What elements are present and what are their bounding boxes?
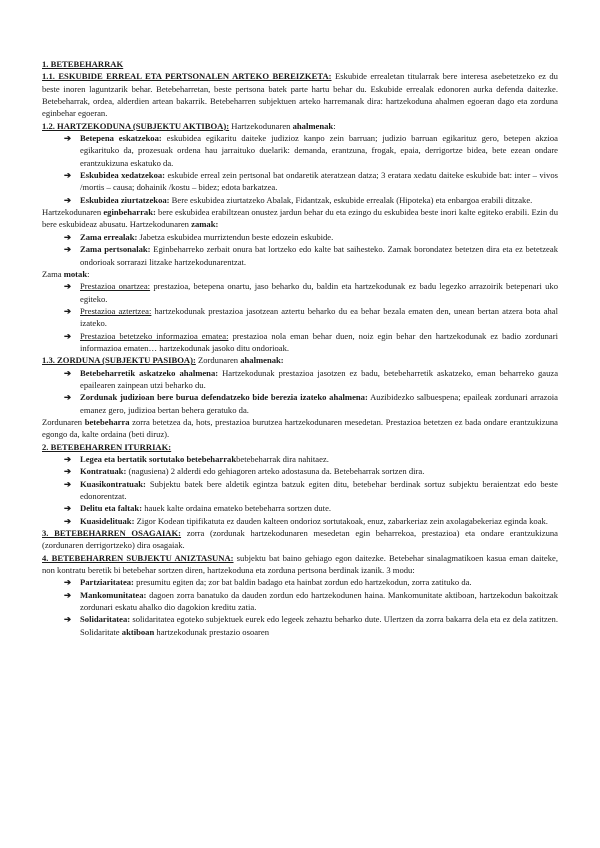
arrow-icon: ➔ bbox=[64, 305, 72, 316]
item-text: (nagusiena) 2 alderdi edo gehiagoren arteko adostasuna da. Betebeharrak sortzen dira. bbox=[126, 466, 425, 477]
text-span: Zordunaren bbox=[42, 416, 85, 427]
item-text: Bere eskubidea ziurtatzeko Abalak, Fidantzak, eskubide errealak (Hipoteka) eta enbargoa erabili ditzake. bbox=[169, 194, 533, 205]
list-item bbox=[42, 478, 558, 503]
list-item bbox=[42, 367, 558, 392]
text-span: Hartzekodunaren bbox=[42, 207, 104, 218]
text-span: zorra betetzea da, hots, prestazioa burutzea hartzekodunaren mesedetan. Prestazioa betetzen ez bada ondare erantzukizuna egongo da, kalte ordaina (beti diruz). bbox=[42, 416, 558, 440]
item-label: Prestazioa onartzea: bbox=[80, 281, 151, 292]
item-text: prestazioa nola eman behar duen, noiz egin behar den hartzekodunak ez badio zordunari informazioa ematen… hartzekodunak jasoko ditu ondorioak. bbox=[80, 330, 558, 353]
text-span: Zordunaren bbox=[195, 355, 241, 366]
item-label: Solidaritatea: bbox=[80, 614, 131, 625]
item-text: Subjektu batek bere aldetik egintza batzuk egiten ditu, betebehar berdinak sortuz subjektu beraientzat edo beste edonorentzat. bbox=[80, 478, 558, 502]
motak-paragraph bbox=[42, 268, 558, 280]
item-text: presumitu egiten da; zor bat baldin badago eta hainbat zordun edo hartzekodun, zorra zatituko da. bbox=[133, 577, 472, 588]
arrow-icon: ➔ bbox=[64, 367, 72, 378]
section-3-heading: 3. BETEBEHARREN OSAGAIAK: bbox=[42, 528, 182, 539]
item-text: Hartzekodunak prestazioa jasotzen ez badu, betebeharretik askatzeko, eman beharreko gauza epailearen zainpean utzi beharko du. bbox=[80, 367, 559, 390]
arrow-icon: ➔ bbox=[64, 454, 72, 464]
item-label: Mankomunitatea: bbox=[80, 589, 147, 600]
item-label: Zordunak judizioan bere burua defendatzeko bide berezia izateko ahalmena: bbox=[80, 392, 368, 403]
item-text: hartzekodunak prestazio osoaren bbox=[154, 626, 270, 637]
list-item bbox=[42, 330, 558, 355]
item-text: dagoen zorra banatuko da dauden zordun edo hartzekodunen haina. Mankomunitate aktiboan, hartzekodun bakoitzak zordunari eskatu ahalko dio dagokion kreditu zatia. bbox=[80, 589, 558, 613]
item-label: Delitu eta faltak: bbox=[80, 503, 143, 514]
arrow-icon: ➔ bbox=[64, 478, 72, 489]
text-bold: ahalmenak bbox=[292, 120, 334, 131]
list-item bbox=[42, 515, 558, 527]
arrow-icon: ➔ bbox=[64, 281, 72, 292]
section-1-2-intro bbox=[42, 120, 558, 132]
arrow-icon: ➔ bbox=[64, 194, 72, 205]
list-item bbox=[42, 280, 558, 305]
item-label: Zama pertsonalak: bbox=[80, 244, 151, 255]
item-label: Betepena eskatzekoa: bbox=[80, 133, 162, 144]
list-item bbox=[42, 391, 558, 416]
section-3 bbox=[42, 527, 558, 552]
section-4-text: subjektu bat baino gehiago egon daitezke. Betebehar sinalagmatikoen kasua eman daiteke, non kontratu beretik bi betebehar sortzen diren, hartzekoduna eta zorduna pertsona berdinak izanik. 3 modu: bbox=[42, 552, 558, 576]
item-text: eskubidea egikaritu daiteke judizioz kanpo zein barruan; judizio barruan egikarituz gero, betepen akzioa egikarituko da, prozesuak ordena hau jarraituko duelarik: demanda, erantzuna, frogak, epaia, derrigortze bidea, bete ezean ondare erantzukizuna eskatuko da. bbox=[80, 133, 558, 168]
text-bold: ahalmenak: bbox=[240, 355, 284, 366]
list-item bbox=[42, 465, 558, 477]
arrow-icon: ➔ bbox=[64, 589, 72, 600]
item-text: Auzibidezko salbuespena; epaileak zordunari arrazoia emanez gero, judizioa bertan behera geratuko da. bbox=[80, 392, 558, 415]
text-span: Zama bbox=[42, 268, 64, 279]
item-label: Kontratuak: bbox=[80, 466, 127, 477]
section-4 bbox=[42, 552, 558, 577]
item-label: Kuasikontratuak: bbox=[80, 478, 146, 489]
item-text: solidaritatea egoteko subjektuek eurek edo legeek zehaztu beharko dute. Ulertzen da zorra bakarra dela eta ez dela zatitzen. Solidaritate bbox=[80, 614, 558, 637]
item-text: Jabetza eskubidea murriztendun beste edozein eskubide. bbox=[137, 231, 334, 242]
item-label: Legea eta bertatik sortutako betebeharrak bbox=[80, 454, 237, 464]
arrow-icon: ➔ bbox=[64, 231, 72, 242]
list-item bbox=[42, 502, 558, 514]
item-label: Betebeharretik askatzeko ahalmena: bbox=[80, 367, 219, 378]
list-item bbox=[42, 589, 558, 614]
arrow-icon: ➔ bbox=[64, 466, 72, 477]
section-1-3-heading: 1.3. ZORDUNA (SUBJEKTU PASIBOA): bbox=[42, 355, 196, 366]
list-item bbox=[42, 231, 558, 243]
item-label: Kuasidelituak: bbox=[80, 515, 135, 526]
list-item bbox=[42, 243, 558, 268]
item-text: eskubide erreal zein pertsonal bat ondaretik ateratzean datza; 3 eratara xedatu daiteke eskubide bat: inter – vivos /mortis – causa; dohainik /kostu – bidez; edota barkatzea. bbox=[80, 170, 558, 193]
item-text: hartzekodunak prestazioa jasotzean aztertu beharko du ea behar bezala ematen den, unean bertan atzera bota ahal izateko. bbox=[80, 305, 559, 329]
item-label: Zama errealak: bbox=[80, 231, 138, 242]
text-bold: betebeharra bbox=[84, 416, 130, 427]
section-1-1-heading: 1.1. ESKUBIDE ERREAL ETA PERTSONALEN ARTEKO BEREIZKETA: bbox=[42, 71, 332, 82]
item-label: Prestazioa betetzeko informazioa ematea: bbox=[80, 330, 229, 341]
arrow-icon: ➔ bbox=[64, 577, 72, 588]
text-span: : bbox=[87, 268, 90, 279]
list-item bbox=[42, 453, 558, 465]
text-bold: eginbeharrak: bbox=[103, 207, 156, 218]
section-2-heading: 2. BETEBEHARREN ITURRIAK: bbox=[42, 441, 172, 452]
item-label: Eskubidea ziurtatzekoa: bbox=[80, 194, 170, 205]
list-item bbox=[42, 169, 558, 194]
item-text: prestazioa, betepena onartu, jaso beharko du, baldin eta hartzekodunak ez badu legezko arrazoirik betepenari uko egiteko. bbox=[80, 281, 558, 304]
list-item bbox=[42, 576, 558, 588]
item-label: Prestazioa aztertzea: bbox=[80, 305, 152, 316]
text-bold: aktiboan bbox=[121, 626, 155, 637]
text-bold: motak bbox=[63, 268, 88, 279]
section-1-1 bbox=[42, 70, 558, 119]
item-text: Eginbeharreko zerbait onura bat lortzeko edo kalte bat saihesteko. Zamak borondatez betetzen dira eta ez betetzeak ondorioak sorrarazi litzake hartzekodunarentzat. bbox=[80, 244, 558, 267]
item-text: betebeharrak dira nahitaez. bbox=[236, 454, 329, 464]
list-item bbox=[42, 132, 558, 169]
list-item bbox=[42, 305, 558, 330]
arrow-icon: ➔ bbox=[64, 170, 72, 181]
arrow-icon: ➔ bbox=[64, 614, 72, 625]
section-1-2-heading: 1.2. HARTZEKODUNA (SUBJEKTU AKTIBOA): bbox=[42, 120, 230, 131]
arrow-icon: ➔ bbox=[64, 330, 72, 341]
item-text: Zigor Kodean tipifikatuta ez dauden kalteen ondorioz sortutakoak, enuz, zabarkeriaz zein axolagabekeriaz eginda koak. bbox=[134, 515, 548, 526]
list-item bbox=[42, 613, 558, 638]
text-span: Hartzekodunaren bbox=[229, 120, 293, 131]
section-3-text: zorra (zordunak hartzekodunaren mesedetan egin beharrekoa, prestazioa) eta ondare erantzukizuna (zordunaren derrigortzeko) dira osagaiak. bbox=[42, 528, 558, 551]
section-1-3-intro bbox=[42, 354, 558, 366]
zordunaren-betebeharra bbox=[42, 416, 558, 441]
arrow-icon: ➔ bbox=[64, 392, 72, 403]
item-label: Eskubidea xedatzekoa: bbox=[80, 170, 166, 181]
section-4-heading: 4. BETEBEHARREN SUBJEKTU ANIZTASUNA: bbox=[42, 552, 234, 563]
text-span: bere eskubidea erabiltzean onustez jardun behar du eta ezingo du eskubidea beste inori kalte egiteko erabili. Ezin du bere eskubideaz abusatu. Hartzekodunaren bbox=[42, 207, 558, 230]
arrow-icon: ➔ bbox=[64, 503, 72, 514]
document-page bbox=[42, 58, 558, 638]
item-label: Partziaritatea: bbox=[80, 577, 134, 588]
arrow-icon: ➔ bbox=[64, 133, 72, 144]
section-1-1-text: Eskubide errealetan titularrak bere interesa asebetetzeko ez du beste inoren laguntzarik behar. Betebeharretan, beste pertsona batek parte hartu behar du. Eskubide errealak edonoren aurka defenda daitezke. Betebeharrak, ordea, alderdien artean bakarrik. Betebeharren subjektuen arteko harremanak dira: hartzekoduna ahalmen egoeran dago eta zorduna eginbehar egoeran. bbox=[42, 71, 558, 119]
list-item bbox=[42, 194, 558, 206]
text-span: : bbox=[333, 120, 336, 131]
section-title: 1. BETEBEHARRAK bbox=[42, 59, 124, 69]
item-text: hauek kalte ordaina emateko betebeharra sortzen dute. bbox=[142, 503, 332, 514]
eginbeharrak-paragraph bbox=[42, 206, 558, 231]
arrow-icon: ➔ bbox=[64, 515, 72, 526]
text-bold: zamak: bbox=[191, 219, 219, 230]
arrow-icon: ➔ bbox=[64, 244, 72, 255]
